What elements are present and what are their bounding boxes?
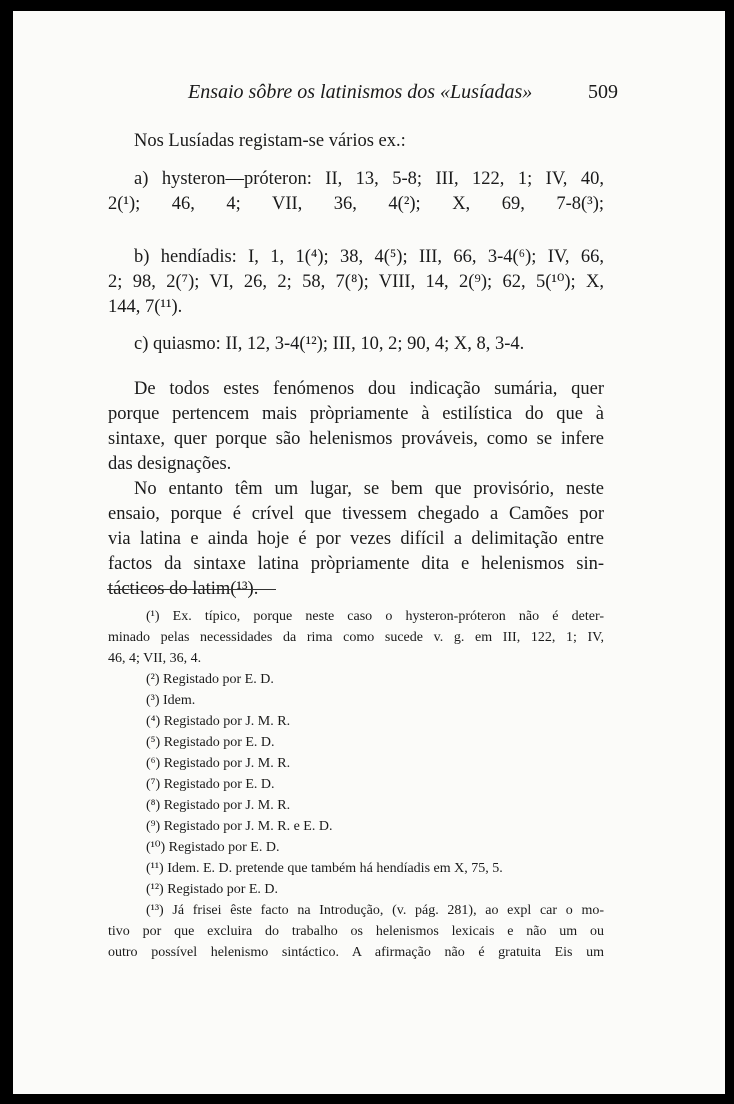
footnote-3: (³) Idem.: [146, 693, 196, 708]
footnote-13-line-2: tivo por que excluira do trabalho os helenismos lexicais e não um ou: [108, 924, 604, 939]
footnote-7: (⁷) Registado por E. D.: [146, 777, 275, 792]
page-number: 509: [588, 81, 618, 103]
footnote-12: (¹²) Registado por E. D.: [146, 882, 279, 897]
paragraph-1-line-1: De todos estes fenómenos dou indicação sumária, quer: [134, 379, 604, 399]
item-a-line-2: 2(¹); 46, 4; VII, 36, 4(²); X, 69, 7-8(³);: [108, 194, 604, 214]
item-b-line-3: 144, 7(¹¹).: [108, 297, 183, 317]
footnote-13-line-3: outro possível helenismo sintáctico. A afirmação não é gratuita Eis um: [108, 945, 604, 960]
footnote-2: (²) Registado por E. D.: [146, 672, 274, 687]
footnote-1-line-3: 46, 4; VII, 36, 4.: [108, 651, 202, 666]
paragraph-2-line-2: ensaio, porque é crível que tivessem chegado a Camões por: [108, 504, 604, 524]
footnote-6: (⁶) Registado por J. M. R.: [146, 756, 291, 771]
paragraph-2-line-1: No entanto têm um lugar, se bem que provisório, neste: [134, 479, 604, 499]
paragraph-1-line-2: porque pertencem mais pròpriamente à estilística do que à: [108, 404, 604, 424]
header-title: Ensaio sôbre os latinismos dos «Lusíadas»: [188, 81, 533, 103]
item-a-line-1: a) hysteron—próteron: II, 13, 5-8; III, 122, 1; IV, 40,: [134, 169, 604, 189]
footnote-separator: [107, 589, 276, 590]
footnote-9: (⁹) Registado por J. M. R. e E. D.: [146, 819, 333, 834]
paragraph-2-line-4: factos da sintaxe latina pròpriamente dita e helenismos sin-: [108, 554, 604, 574]
item-c-line-1: c) quiasmo: II, 12, 3-4(¹²); III, 10, 2; 90, 4; X, 8, 3-4.: [134, 334, 525, 354]
footnote-11: (¹¹) Idem. E. D. pretende que também há hendíadis em X, 75, 5.: [146, 861, 503, 876]
footnote-5: (⁵) Registado por E. D.: [146, 735, 275, 750]
book-page: [13, 11, 725, 1094]
paragraph-2-line-5: tácticos do latim(¹³).: [108, 579, 259, 599]
paragraph-2-line-3: via latina e ainda hoje é por vezes difícil a delimitação entre: [108, 529, 604, 549]
intro-line: Nos Lusíadas registam-se vários ex.:: [134, 131, 406, 151]
paragraph-1-line-3: sintaxe, quer porque são helenismos prováveis, como se infere: [108, 429, 604, 449]
paragraph-1-line-4: das designações.: [108, 454, 232, 474]
footnote-1-line-1: (¹) Ex. típico, porque neste caso o hysteron-próteron não é deter-: [146, 609, 604, 624]
footnote-1-line-2: minado pelas necessidades da rima como sucede v. g. em III, 122, 1; IV,: [108, 630, 604, 645]
item-b-line-1: b) hendíadis: I, 1, 1(⁴); 38, 4(⁵); III, 66, 3-4(⁶); IV, 66,: [134, 247, 604, 267]
footnote-13-line-1: (¹³) Já frisei êste facto na Introdução, (v. pág. 281), ao expl car o mo-: [146, 903, 604, 918]
item-b-line-2: 2; 98, 2(⁷); VI, 26, 2; 58, 7(⁸); VIII, 14, 2(⁹); 62, 5(¹⁰); X,: [108, 272, 604, 292]
footnote-8: (⁸) Registado por J. M. R.: [146, 798, 291, 813]
footnote-10: (¹⁰) Registado por E. D.: [146, 840, 280, 855]
running-header: [188, 81, 618, 104]
footnote-4: (⁴) Registado por J. M. R.: [146, 714, 291, 729]
